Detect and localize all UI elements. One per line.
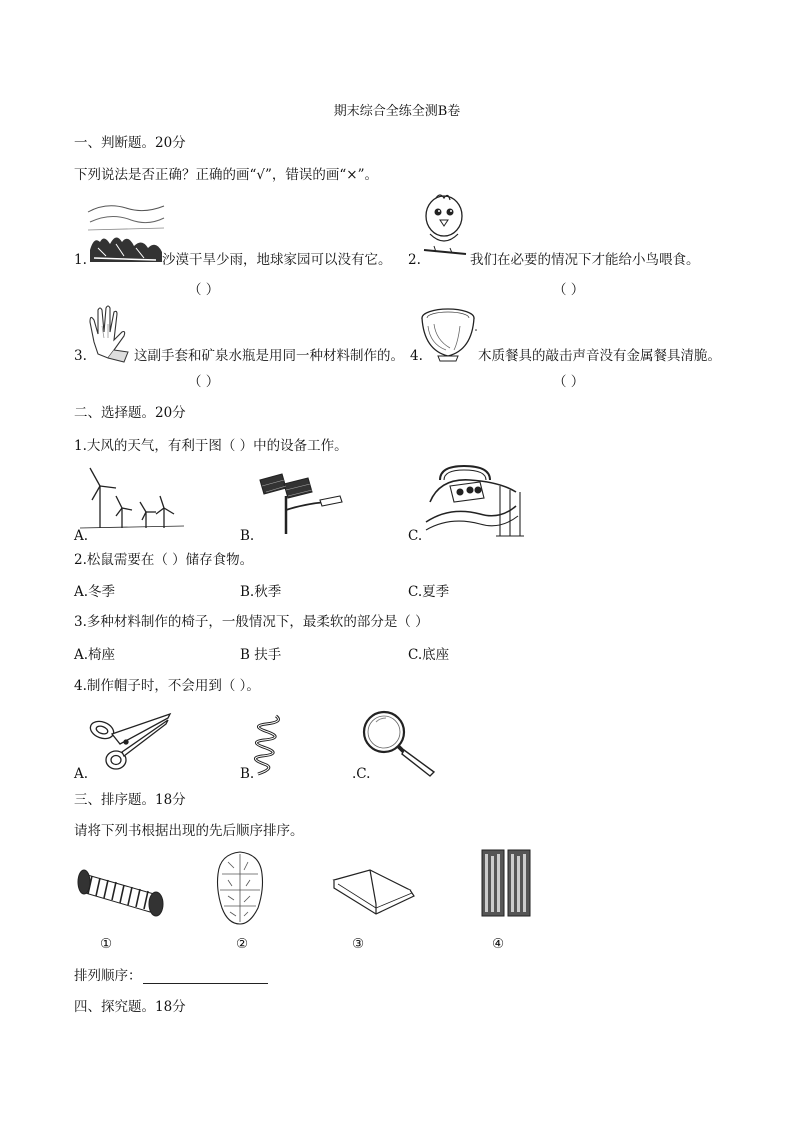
order-number: ③ xyxy=(352,936,365,952)
order-number: ④ xyxy=(492,936,505,952)
section4-heading: 四、探究题。18分 xyxy=(74,999,186,1015)
wooden-bowl-icon xyxy=(420,306,478,364)
wind-turbines-icon xyxy=(80,466,184,532)
statement-text: 沙漠干旱少雨，地球家园可以没有它。 xyxy=(162,252,392,268)
item-number: 4. xyxy=(410,348,423,364)
option-b[interactable]: B 扶手 xyxy=(240,647,282,663)
order-label: 排列顺序： xyxy=(74,968,142,984)
stone-tablets-icon xyxy=(478,848,534,920)
option-a-label[interactable]: A. xyxy=(74,528,89,544)
answer-paren[interactable]: （ ） xyxy=(188,282,220,298)
option-b[interactable]: B.秋季 xyxy=(240,584,282,600)
order-number: ② xyxy=(236,936,249,952)
answer-paren[interactable]: （ ） xyxy=(553,374,585,390)
bamboo-scroll-icon xyxy=(76,860,166,924)
answer-blank[interactable] xyxy=(143,983,268,984)
rollercoaster-icon xyxy=(420,462,524,540)
statement-text: 我们在必要的情况下才能给小鸟喂食。 xyxy=(470,252,700,268)
option-b-label[interactable]: B. xyxy=(240,766,255,782)
statement-text: 这副手套和矿泉水瓶是用同一种材料制作的。 xyxy=(134,348,404,364)
option-a[interactable]: A.椅座 xyxy=(74,647,116,663)
statement-text: 木质餐具的敲击声音没有金属餐具清脆。 xyxy=(478,348,721,364)
option-b-label[interactable]: B. xyxy=(240,528,255,544)
order-number: ① xyxy=(100,936,113,952)
open-book-icon xyxy=(330,860,416,922)
question-stem: 3.多种材料制作的椅子，一般情况下，最柔软的部分是（ ） xyxy=(74,614,429,630)
option-c-label[interactable]: C. xyxy=(408,528,423,544)
scissors-icon xyxy=(86,710,172,774)
answer-paren[interactable]: （ ） xyxy=(188,374,220,390)
item-number: 3. xyxy=(74,348,87,364)
page-title: 期末综合全练全测B卷 xyxy=(333,104,461,119)
question-stem: 1.大风的天气，有利于图（ ）中的设备工作。 xyxy=(74,438,348,454)
item-number: 1. xyxy=(74,252,87,268)
question-stem: 2.松鼠需要在（ ）储存食物。 xyxy=(74,552,254,568)
option-c-label[interactable]: .C. xyxy=(352,766,371,782)
section1-instruction: 下列说法是否正确？正确的画“√”，错误的画“×”。 xyxy=(74,167,379,183)
option-a-label[interactable]: A. xyxy=(74,766,89,782)
option-c[interactable]: C.底座 xyxy=(408,647,450,663)
magnifying-glass-icon xyxy=(360,708,440,778)
section3-instruction: 请将下列书根据出现的先后顺序排序。 xyxy=(74,823,304,839)
option-a[interactable]: A.冬季 xyxy=(74,584,116,600)
answer-paren[interactable]: （ ） xyxy=(553,282,585,298)
turtle-shell-icon xyxy=(214,850,266,926)
gloves-icon xyxy=(84,302,138,364)
section2-heading: 二、选择题。20分 xyxy=(74,405,186,421)
section3-heading: 三、排序题。18分 xyxy=(74,792,186,808)
desert-landscape-icon xyxy=(86,200,166,268)
solar-street-light-icon xyxy=(256,470,346,538)
question-stem: 4.制作帽子时，不会用到（ ）。 xyxy=(74,678,260,694)
item-number: 2. xyxy=(408,252,421,268)
section1-heading: 一、判断题。20分 xyxy=(74,135,186,151)
option-c[interactable]: C.夏季 xyxy=(408,584,450,600)
bird-cartoon-icon xyxy=(416,190,472,268)
